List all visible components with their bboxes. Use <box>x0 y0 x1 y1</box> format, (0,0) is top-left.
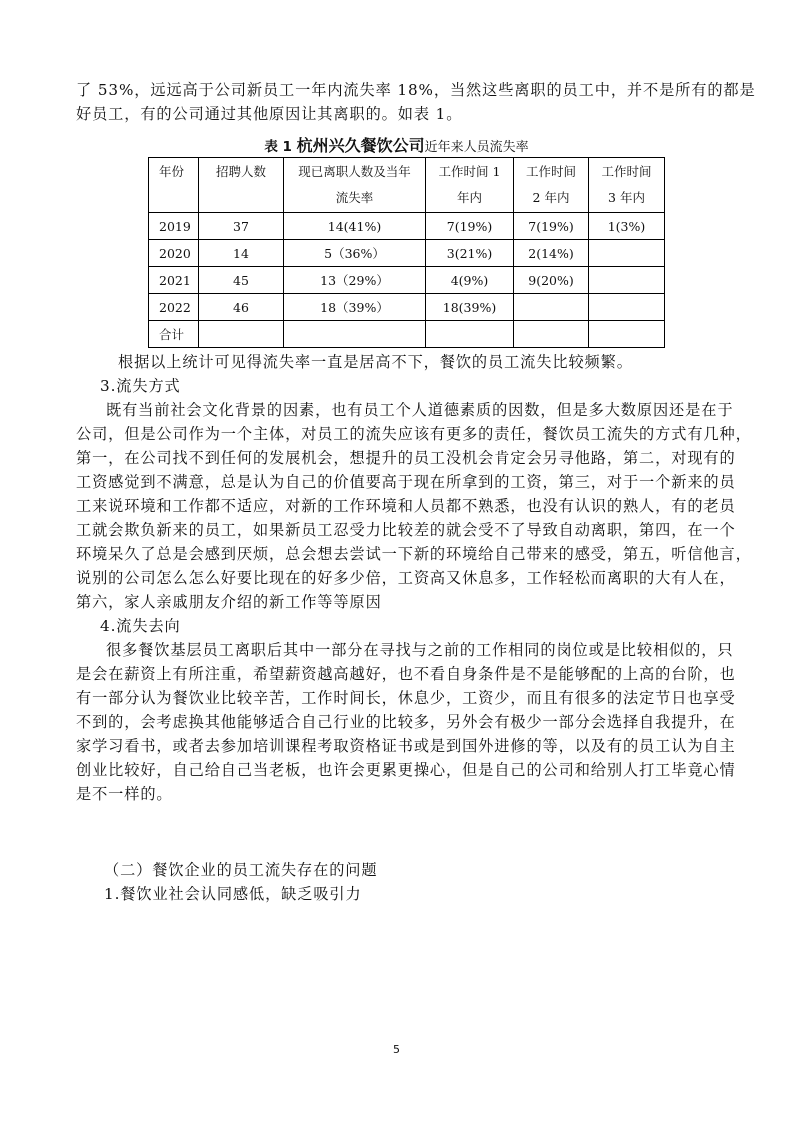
table-caption <box>0 133 793 156</box>
cell-year: 2021 <box>149 267 199 294</box>
cell-left-rate: 13（29%） <box>284 267 426 294</box>
section4-line: 有一部分认为餐饮业比较辛苦，工作时间长，休息少，工资少，而且有很多的法定节日也享受 <box>76 689 736 707</box>
intro-line-1: 了 53%，远远高于公司新员工一年内流失率 18%，当然这些离职的员工中，并不是所有的都是 <box>76 81 756 99</box>
section4-line: 很多餐饮基层员工离职后其中一部分在寻找与之前的工作相同的岗位或是比较相似的，只 <box>106 641 734 659</box>
cell-3-year <box>589 321 665 348</box>
cell-1-year: 7(19%) <box>426 213 514 240</box>
cell-2-year: 7(19%) <box>514 213 589 240</box>
section4-line: 不到的，会考虑换其他能够适合自己行业的比较多，另外会有极少一部分会选择自我提升，在 <box>76 713 736 731</box>
cell-year: 2020 <box>149 240 199 267</box>
cell-3-year <box>589 267 665 294</box>
cell-2-year <box>514 294 589 321</box>
section3-heading: 3.流失方式 <box>100 377 181 395</box>
header-2-year: 工作时间 2 年内 <box>514 158 589 213</box>
cell-2-year: 2(14%) <box>514 240 589 267</box>
cell-total-label: 合计 <box>149 321 199 348</box>
table-row <box>149 294 665 321</box>
cell-hired <box>199 321 284 348</box>
cell-3-year <box>589 294 665 321</box>
section3-line: 第六，家人亲戚朋友介绍的新工作等等原因 <box>76 593 382 611</box>
section4-line: 是不一样的。 <box>76 785 173 803</box>
cell-hired: 46 <box>199 294 284 321</box>
section4-line: 家学习看书，或者去参加培训课程考取资格证书或是到国外进修的等，以及有的员工认为自主 <box>76 737 736 755</box>
header-year: 年份 <box>149 158 199 213</box>
table-total-row <box>149 321 665 348</box>
table-row <box>149 267 665 294</box>
cell-1-year: 3(21%) <box>426 240 514 267</box>
header-1-year: 工作时间 1 年内 <box>426 158 514 213</box>
cell-year: 2019 <box>149 213 199 240</box>
section3-line: 工资感觉到不满意，总是认为自己的价值要高于现在所拿到的工资，第三，对于一个新来的员 <box>76 473 736 491</box>
section3-line: 工就会欺负新来的员工，如果新员工忍受力比较差的就会受不了导致自动离职，第四，在一个 <box>76 521 736 539</box>
section3-line: 环境呆久了总是会感到厌烦，总会想去尝试一下新的环境给自己带来的感受，第五，听信他言， <box>76 545 752 563</box>
section3-line: 工来说环境和工作都不适应，对新的工作环境和人员都不熟悉，也没有认识的熟人，有的老员 <box>76 497 736 515</box>
cell-1-year <box>426 321 514 348</box>
section4-line: 创业比较好，自己给自己当老板，也许会更累更操心，但是自己的公司和给别人打工毕竟心情 <box>76 761 736 779</box>
table-row <box>149 213 665 240</box>
section4-heading: 4.流失去向 <box>100 617 181 635</box>
cell-1-year: 18(39%) <box>426 294 514 321</box>
summary-line: 根据以上统计可见得流失率一直是居高不下，餐饮的员工流失比较频繁。 <box>118 353 633 371</box>
attrition-table <box>148 157 665 348</box>
table-header-row <box>149 158 665 213</box>
subsection1-heading: 1.餐饮业社会认同感低，缺乏吸引力 <box>104 885 362 903</box>
intro-line-2: 好员工，有的公司通过其他原因让其离职的。如表 1。 <box>76 105 463 123</box>
cell-3-year <box>589 240 665 267</box>
header-3-year: 工作时间 3 年内 <box>589 158 665 213</box>
caption-prefix: 表 1 <box>264 139 297 155</box>
cell-hired: 45 <box>199 267 284 294</box>
cell-hired: 14 <box>199 240 284 267</box>
section3-line: 公司，但是公司作为一个主体，对员工的流失应该有更多的责任，餐饮员工流失的方式有几种， <box>76 425 752 443</box>
cell-left-rate: 5（36%） <box>284 240 426 267</box>
section3-line: 说别的公司怎么怎么好要比现在的好多少倍，工资高又休息多，工作轻松而离职的大有人在， <box>76 569 736 587</box>
section4-line: 是会在薪资上有所注重，希望薪资越高越好，也不看自身条件是不是能够配的上高的台阶，也 <box>76 665 736 683</box>
cell-hired: 37 <box>199 213 284 240</box>
table-row <box>149 240 665 267</box>
page-number: 5 <box>393 1043 400 1056</box>
header-left-rate: 现已离职人数及当年 流失率 <box>284 158 426 213</box>
header-hired: 招聘人数 <box>199 158 284 213</box>
cell-3-year: 1(3%) <box>589 213 665 240</box>
caption-suffix: 近年来人员流失率 <box>424 140 529 155</box>
caption-company: 杭州兴久餐饮公司 <box>296 136 425 155</box>
cell-left-rate: 18（39%） <box>284 294 426 321</box>
cell-year: 2022 <box>149 294 199 321</box>
section3-line: 第一，在公司找不到任何的发展机会，想提升的员工没机会肯定会另寻他路，第二，对现有的 <box>76 449 736 467</box>
cell-2-year: 9(20%) <box>514 267 589 294</box>
cell-left-rate <box>284 321 426 348</box>
cell-1-year: 4(9%) <box>426 267 514 294</box>
section-two-heading: （二）餐饮企业的员工流失存在的问题 <box>104 861 378 879</box>
cell-2-year <box>514 321 589 348</box>
cell-left-rate: 14(41%) <box>284 213 426 240</box>
section3-line: 既有当前社会文化背景的因素，也有员工个人道德素质的因数，但是多大数原因还是在于 <box>106 401 734 419</box>
